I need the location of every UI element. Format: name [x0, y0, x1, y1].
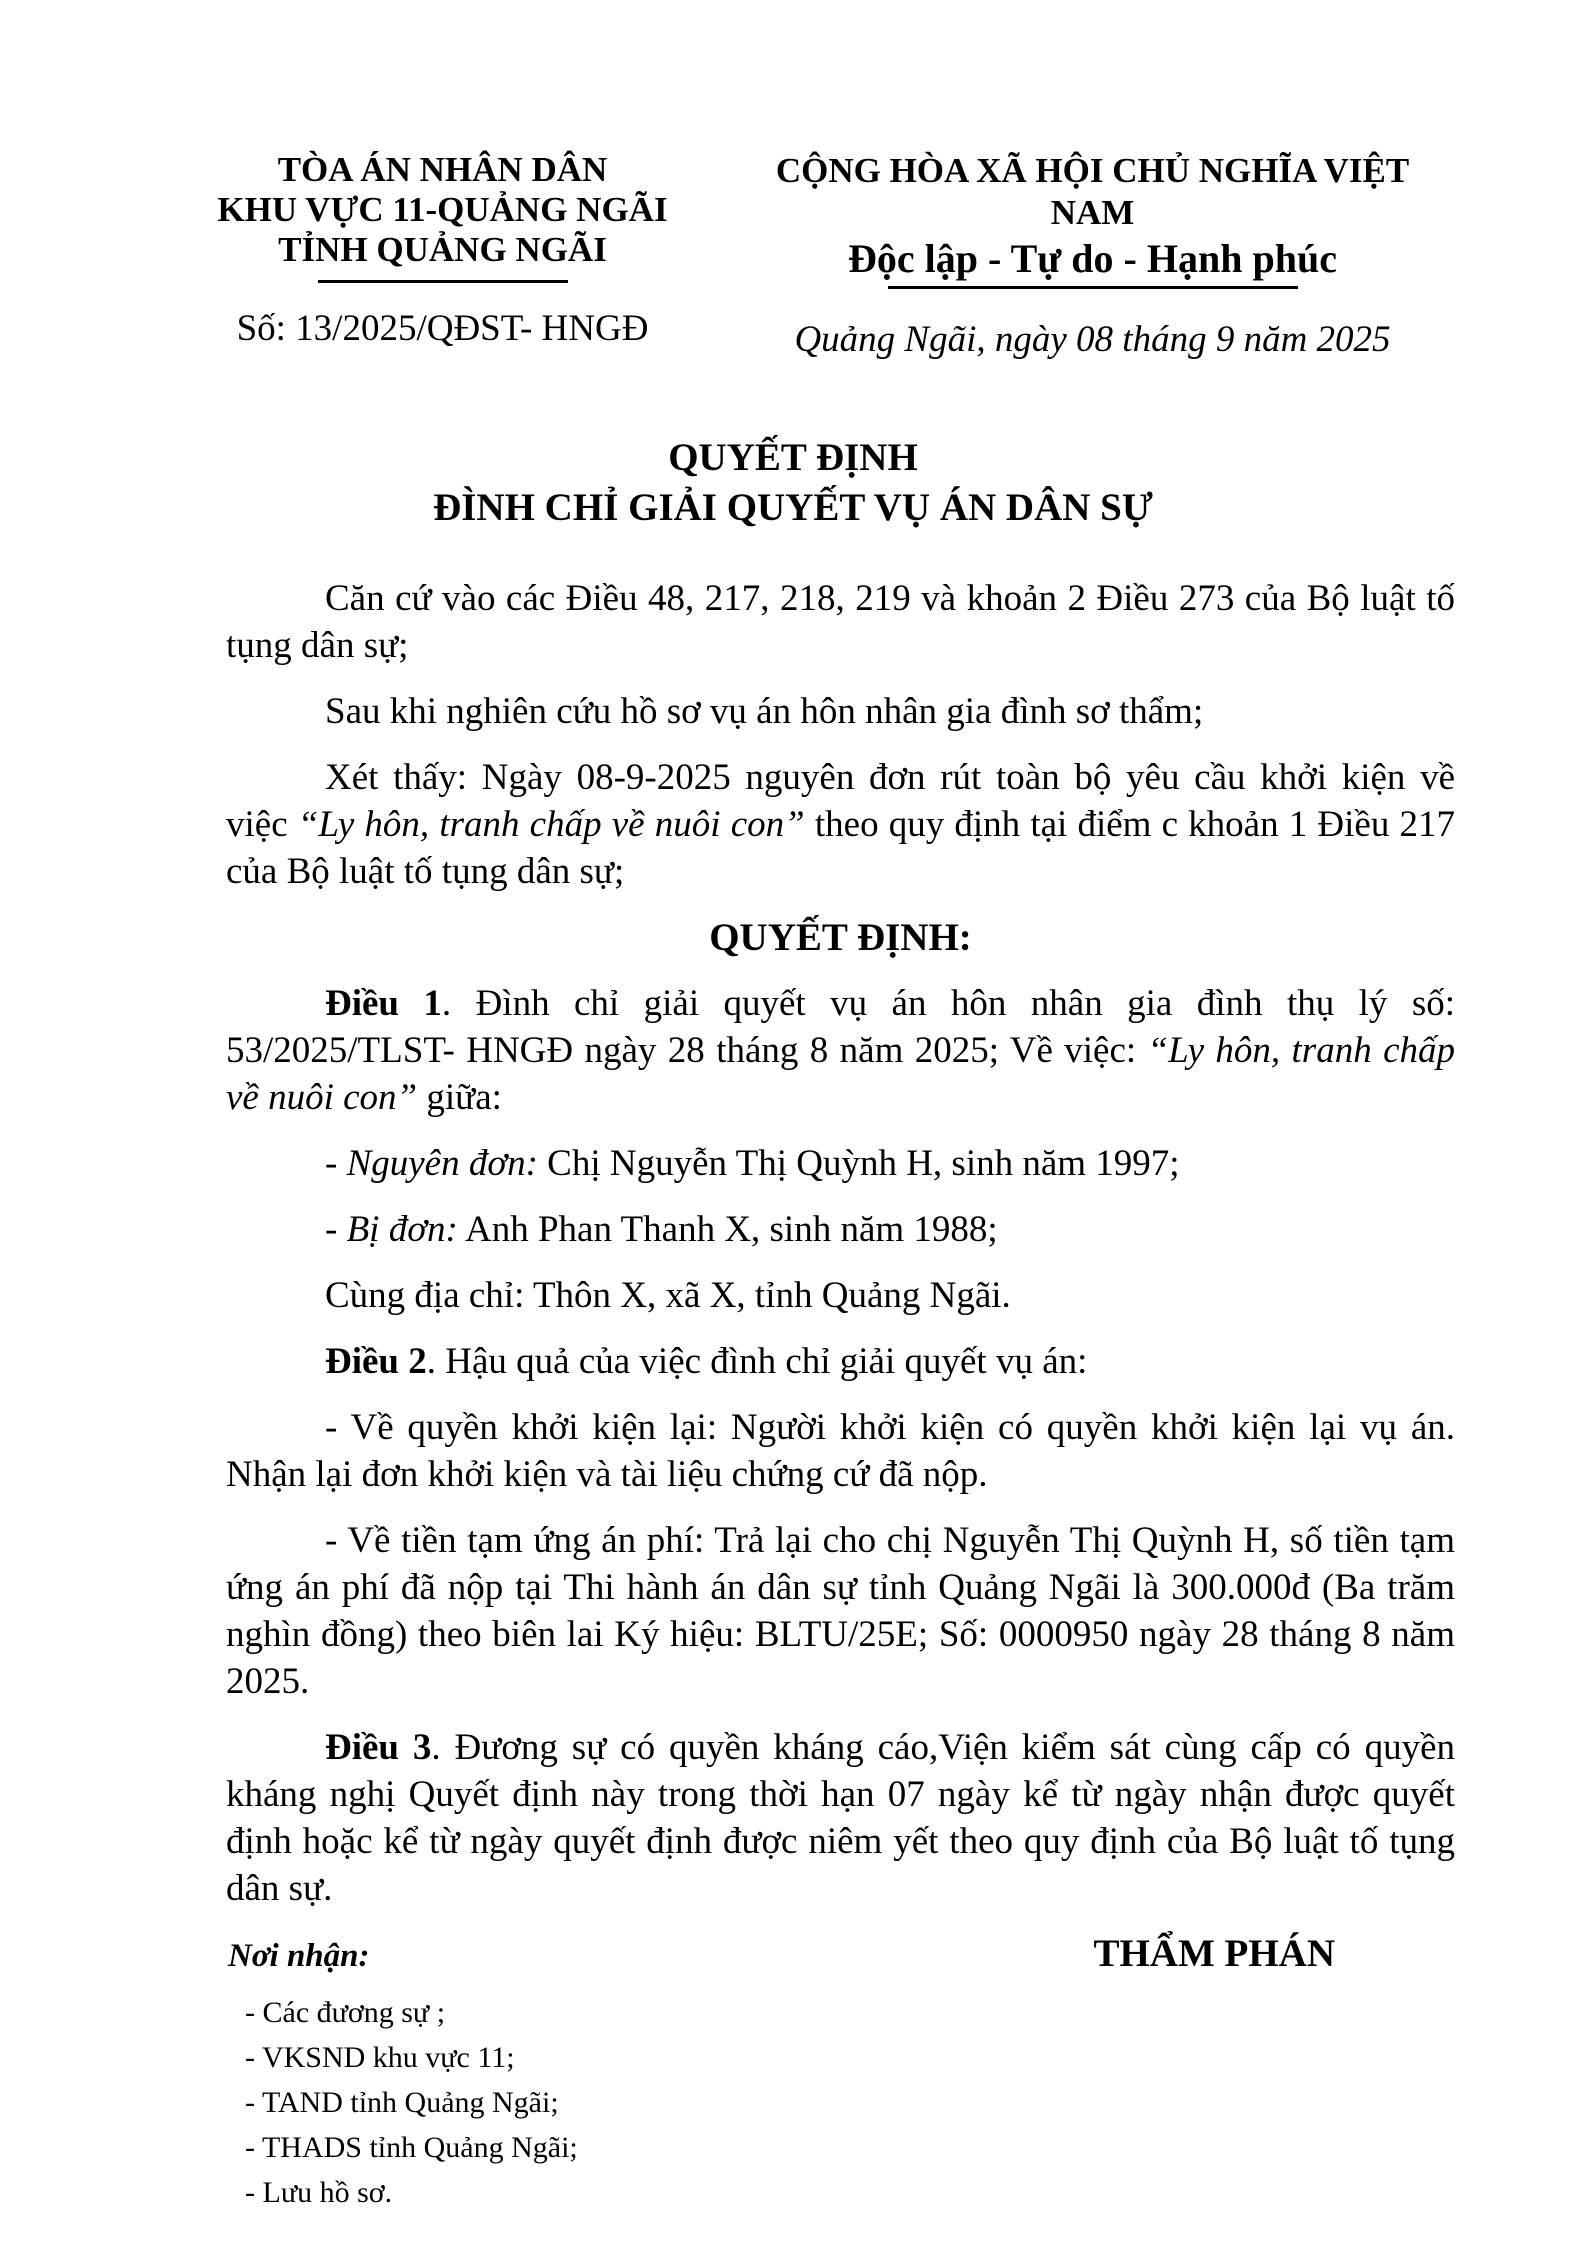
motto-divider: [888, 286, 1298, 289]
paragraph-legal-basis: [226, 575, 1455, 669]
recipient-item: - VKSND khu vực 11;: [245, 2041, 515, 2074]
article-1-label: Điều 1: [325, 983, 442, 1024]
paragraph-article-1: [226, 980, 1455, 1121]
article-1-case-quote: “Ly hôn, tranh chấp về nuôi con”: [226, 1030, 1455, 1118]
plaintiff-label: - Nguyên đơn:: [325, 1143, 538, 1184]
republic-motto: Độc lập - Tự do - Hạnh phúc: [848, 236, 1337, 281]
paragraph-defendant: [226, 1206, 1455, 1253]
paragraph-article-2: [226, 1338, 1455, 1385]
defendant-label: - Bị đơn:: [325, 1209, 458, 1250]
republic-name: CỘNG HÒA XÃ HỘI CHỦ NGHĨA VIỆT NAM: [775, 151, 1410, 232]
article-3-label: Điều 3: [325, 1727, 432, 1768]
document-title-line2: ĐÌNH CHỈ GIẢI QUYẾT VỤ ÁN DÂN SỰ: [433, 486, 1153, 529]
article-2-right-to-sue-text: - Về quyền khởi kiện lại: Người khởi kiện có quyền khởi kiện lại vụ án. Nhận lại đơn khởi kiện và tài liệu chứng cứ đã nộp.: [226, 1407, 1455, 1495]
court-name-line1: TÒA ÁN NHÂN DÂN: [277, 150, 608, 189]
court-divider: [318, 280, 568, 283]
document-header: [0, 0, 1586, 361]
case-review-text: Sau khi nghiên cứu hồ sơ vụ án hôn nhân gia đình sơ thẩm;: [325, 691, 1204, 732]
case-subject-quote: “Ly hôn, tranh chấp về nuôi con”: [297, 804, 805, 845]
paragraph-article-2-fee-refund: [226, 1517, 1455, 1705]
republic-header-block: [730, 150, 1455, 361]
article-2-label: Điều 2: [325, 1341, 427, 1382]
address-text: Cùng địa chỉ: Thôn X, xã X, tỉnh Quảng Ngãi.: [325, 1275, 1011, 1316]
article-1-text-a: . Đình chỉ giải quyết vụ án hôn nhân gia đình thụ lý số: 53/2025/TLST- HNGĐ ngày 28 tháng 8 năm 2025; Về việc:: [226, 983, 1456, 1071]
legal-basis-text: Căn cứ vào các Điều 48, 217, 218, 219 và khoản 2 Điều 273 của Bộ luật tố tụng dân sự;: [226, 578, 1455, 666]
decision-heading: QUYẾT ĐỊNH:: [709, 916, 972, 959]
article-2-text: . Hậu quả của việc đình chỉ giải quyết vụ án:: [426, 1341, 1088, 1382]
paragraph-findings: [226, 754, 1455, 895]
signoff-row: [228, 1931, 1455, 1976]
judge-title: THẨM PHÁN: [1093, 1932, 1335, 1975]
recipient-item: - TAND tỉnh Quảng Ngãi;: [245, 2086, 559, 2119]
document-title-line1: QUYẾT ĐỊNH: [668, 436, 918, 479]
document-title: [0, 433, 1586, 533]
recipient-item: - Các đương sự ;: [245, 1996, 446, 2029]
recipient-item: - Lưu hồ sơ.: [245, 2176, 393, 2209]
findings-text-b: theo quy định tại điểm c khoản 1 Điều 217 của Bộ luật tố tụng dân sự;: [226, 804, 1456, 892]
plaintiff-text: Chị Nguyễn Thị Quỳnh H, sinh năm 1997;: [537, 1143, 1180, 1184]
article-1-text-b: giữa:: [417, 1077, 502, 1118]
document-body: [226, 575, 1455, 1912]
document-number: Số: 13/2025/QĐST- HNGĐ: [236, 308, 649, 349]
paragraph-article-2-right-to-sue: [226, 1404, 1455, 1498]
article-2-fee-refund-text: - Về tiền tạm ứng án phí: Trả lại cho chị Nguyễn Thị Quỳnh H, số tiền tạm ứng án phí đã nộp tại Thi hành án dân sự tỉnh Quảng Ngãi là 300.000đ (Ba trăm nghìn đồng) theo biên lai Ký hiệu: BLTU/25E; Số: 0000950 ngày 28 tháng 8 năm 2025.: [226, 1520, 1455, 1702]
court-name-line3: TỈNH QUẢNG NGÃI: [278, 230, 607, 269]
defendant-text: Anh Phan Thanh X, sinh năm 1988;: [457, 1209, 998, 1250]
court-name-line2: KHU VỰC 11-QUẢNG NGÃI: [217, 190, 668, 229]
article-3-text: . Đương sự có quyền kháng cáo,Viện kiểm sát cùng cấp có quyền kháng nghị Quyết định này trong thời hạn 07 ngày kể từ ngày nhận được quyết định hoặc kể từ ngày quyết định được niêm yết theo quy định của Bộ luật tố tụng dân sự.: [226, 1727, 1455, 1909]
court-header-block: [155, 150, 730, 349]
findings-text-a: Xét thấy: Ngày 08-9-2025 nguyên đơn rút toàn bộ yêu cầu khởi kiện về việc: [226, 757, 1455, 845]
place-date-line: Quảng Ngãi, ngày 08 tháng 9 năm 2025: [794, 319, 1391, 360]
paragraph-article-3: [226, 1724, 1455, 1912]
recipients-label: Nơi nhận:: [228, 1938, 370, 1974]
paragraph-plaintiff: [226, 1140, 1455, 1187]
paragraph-address: [226, 1272, 1455, 1319]
recipients-list: [245, 1990, 1586, 2215]
paragraph-case-review: [226, 688, 1455, 735]
recipient-item: - THADS tỉnh Quảng Ngãi;: [245, 2131, 578, 2164]
